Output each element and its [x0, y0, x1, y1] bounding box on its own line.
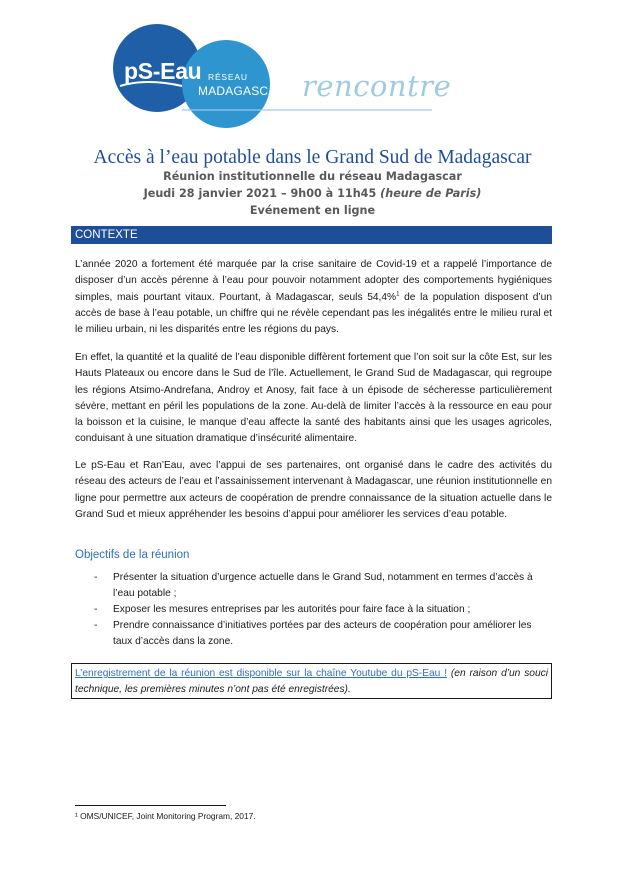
list-item-text: Exposer les mesures entreprises par les autorités pour faire face à la situation ;: [113, 604, 471, 615]
logo-network-label: RÉSEAU: [208, 72, 248, 82]
logo-brand: pS-Eau: [124, 58, 202, 84]
bullet-dash: -: [94, 572, 98, 583]
list-item: [75, 602, 552, 618]
list-item-text: Prendre connaissance d’initiatives portées par des acteurs de coopération pour améliorer les taux d’accès dans la zone.: [113, 620, 532, 647]
objectives-list: [75, 570, 552, 650]
recording-note-text: (en raison d’un souci technique, les premières minutes n’ont pas été enregistrées).: [75, 668, 548, 695]
list-item: [75, 570, 552, 602]
paragraph-2: En effet, la quantité et la qualité de l’eau disponible diffèrent fortement que l’on soit sur la côte Est, sur les Hauts Plateaux ou encore dans le Sud de l’île. Actuellement, le Grand Sud de Madagascar, qui regroupe les régions Atsimo-Andrefana, Androy et Anosy, fait face à un épisode de sécheresse particulièrement sévère, mettant en péril les populations de la zone. Au-delà de limiter l’accès à la ressource en eau pour la boisson et la cuisine, le manque d’eau affecte la santé des habitants ainsi que les usages agricoles, conduisant à une situation dramatique d’insécurité alimentaire.: [75, 352, 552, 445]
event-date-note: (heure de Paris): [380, 187, 482, 200]
event-date-main: Jeudi 28 janvier 2021 – 9h00 à 11h45: [143, 187, 381, 200]
logo-network-name: MADAGASCAR: [198, 84, 286, 98]
event-format: Evénement en ligne: [249, 204, 376, 217]
list-item-text: Présenter la situation d’urgence actuelle dans le Grand Sud, notamment en termes d’accès à l’eau potable ;: [113, 572, 533, 599]
event-date: [0, 187, 625, 200]
page-title: Accès à l’eau potable dans le Grand Sud de Madagascar: [93, 147, 532, 168]
objectives-heading: Objectifs de la réunion: [75, 549, 190, 561]
event-subtitle: Réunion institutionnelle du réseau Madagascar: [163, 170, 462, 183]
paragraph-1: [75, 257, 552, 338]
footnote: ¹ OMS/UNICEF, Joint Monitoring Program, 2017.: [75, 811, 256, 821]
bullet-dash: -: [94, 604, 98, 615]
footnote-ref[interactable]: 1: [396, 291, 400, 298]
paragraph-1-part-b: de la population disposent d’un accès de base à l’eau potable, un chiffre qui ne révèle cependant pas les inégalités entre le milieu rural et le milieu urbain, ni les disparités entre les régions du pays.: [75, 291, 552, 336]
logo-tagline: rencontre: [302, 69, 452, 103]
paragraph-1-part-a: L’année 2020 a fortement été marquée par la crise sanitaire de Covid-19 et a rappelé l’importance de disposer d’un accès pérenne à l’eau pour pouvoir notamment adopter des comportements hygiéniques simples, mais pourtant vitaux. Pourtant, à Madagascar, seuls 54,4%: [75, 259, 552, 303]
bullet-dash: -: [94, 620, 98, 631]
logo: [112, 22, 452, 130]
paragraph-3: Le pS-Eau et Ran’Eau, avec l’appui de ses partenaires, ont organisé dans le cadre des activités du réseau des acteurs de l’eau et l’assainissement intervenant à Madagascar, une réunion institutionnelle en ligne pour permettre aux acteurs de coopération de prendre connaissance de la situation actuelle dans le Grand Sud et mieux appréhender les besoins d’appui pour améliorer les services d’eau potable.: [75, 460, 552, 520]
section-heading-contexte: CONTEXTE: [71, 226, 552, 244]
recording-note: [71, 663, 552, 699]
footnote-divider: [75, 805, 226, 806]
youtube-recording-link[interactable]: L’enregistrement de la réunion est disponible sur la chaîne Youtube du pS-Eau !: [75, 668, 448, 679]
list-item: [75, 618, 552, 650]
